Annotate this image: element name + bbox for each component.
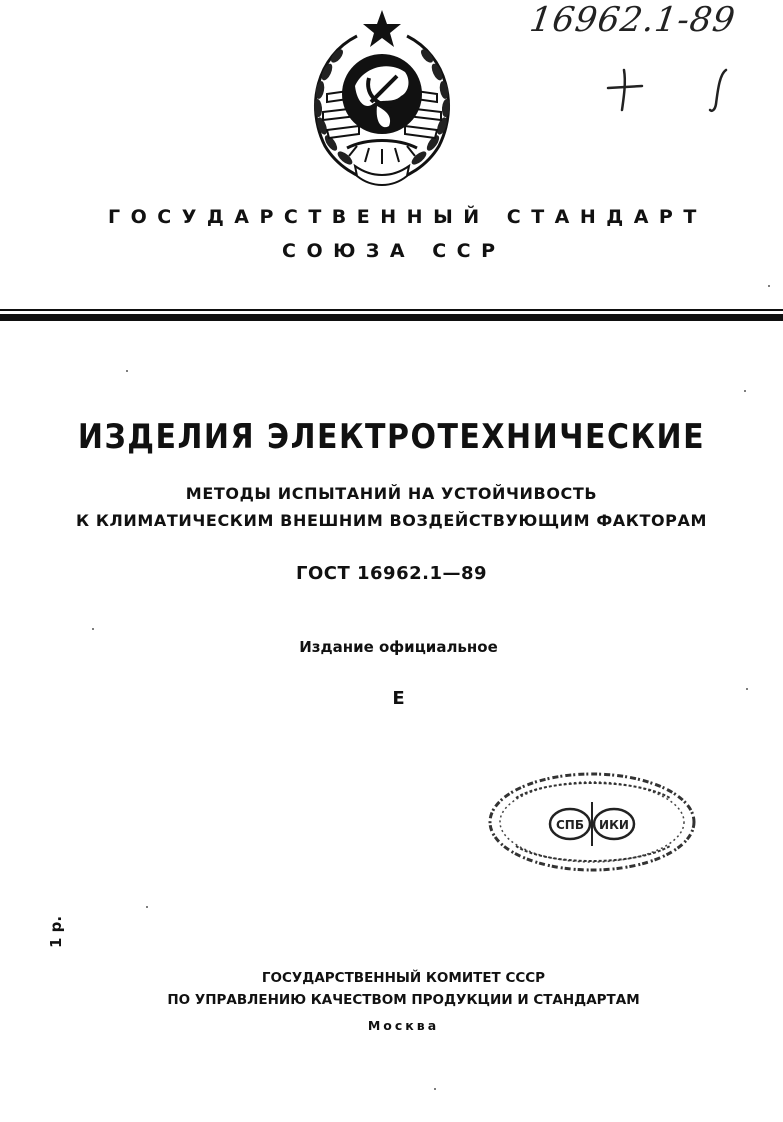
- scan-speck: [92, 628, 94, 630]
- handwritten-number: 16962.1-89: [527, 0, 739, 40]
- price-label: [36, 912, 76, 952]
- scan-speck: [746, 688, 748, 690]
- library-stamp-icon: [486, 768, 698, 876]
- divider-thick: [0, 314, 783, 321]
- publication-city: Москва: [367, 1018, 440, 1033]
- handwritten-marks: [600, 60, 740, 120]
- scan-speck: [744, 390, 746, 392]
- ussr-coat-of-arms-icon: [297, 6, 467, 198]
- document-subtitle-line2: К КЛИМАТИЧЕСКИМ ВНЕШНИМ ВОЗДЕЙСТВУЮЩИМ ФАКТОРАМ: [75, 511, 707, 530]
- publisher-line1: ГОСУДАРСТВЕННЫЙ КОМИТЕТ СССР: [261, 970, 546, 986]
- standard-header-line1: ГОСУДАРСТВЕННЫЙ СТАНДАРТ: [108, 206, 707, 228]
- scan-speck: [126, 370, 128, 372]
- standard-number: ГОСТ 16962.1—89: [295, 563, 488, 584]
- price-text: 1 р.: [46, 915, 65, 949]
- scan-speck: [434, 1088, 436, 1090]
- stamp-right-text: ИКИ: [599, 818, 629, 832]
- edition-letter: Е: [392, 688, 405, 709]
- stamp-left-text: СПБ: [556, 818, 584, 832]
- standard-header-line2: СОЮЗА ССР: [282, 240, 506, 262]
- publisher-line2: ПО УПРАВЛЕНИЮ КАЧЕСТВОМ ПРОДУКЦИИ И СТАНДАРТАМ: [167, 992, 640, 1008]
- document-title: ИЗДЕЛИЯ ЭЛЕКТРОТЕХНИЧЕСКИЕ: [77, 417, 706, 458]
- document-subtitle-line1: МЕТОДЫ ИСПЫТАНИЙ НА УСТОЙЧИВОСТЬ: [185, 484, 598, 503]
- divider-thin: [0, 309, 783, 311]
- edition-label: Издание официальное: [299, 638, 498, 656]
- scan-speck: [768, 285, 770, 287]
- scan-speck: [146, 906, 148, 908]
